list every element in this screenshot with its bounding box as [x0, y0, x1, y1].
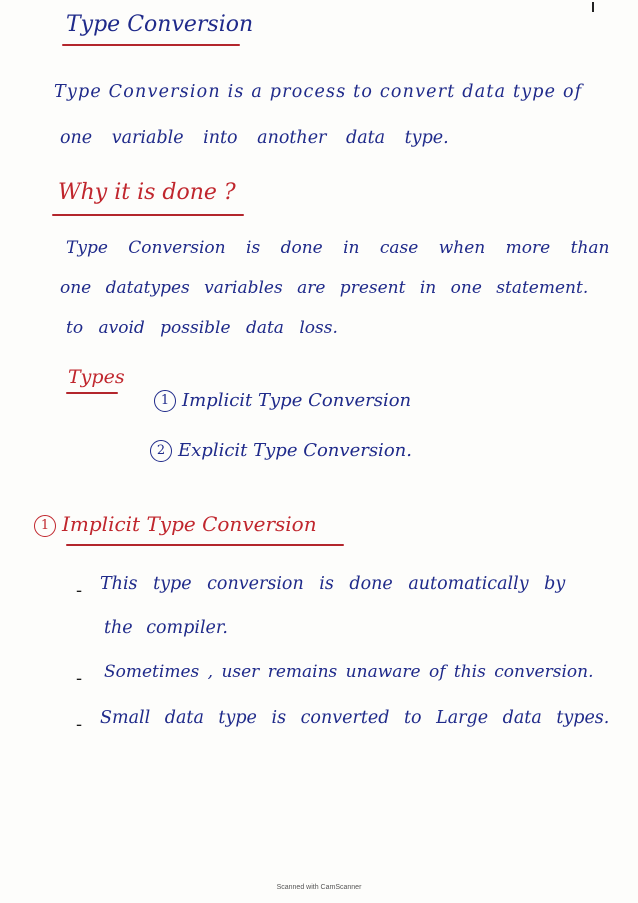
types-heading: Types — [68, 366, 125, 388]
definition-line-1: Type Conversion is a process to convert data type of — [54, 82, 583, 102]
types-item-1 — [154, 390, 411, 412]
page-title: Type Conversion — [66, 12, 254, 37]
number-circle-icon: 2 — [150, 440, 172, 462]
scanner-footer: Scanned with CamScanner — [276, 884, 362, 891]
types-underline — [66, 392, 118, 394]
page-mark — [592, 2, 594, 12]
definition-line-2: one variable into another data type. — [60, 128, 449, 148]
bullet-1-line-1: This type conversion is done automatically by — [100, 574, 566, 594]
section-1-underline — [66, 544, 344, 546]
why-underline — [52, 214, 244, 216]
bullet-marker: - — [76, 668, 83, 689]
section-1-heading-label: Implicit Type Conversion — [62, 512, 317, 536]
bullet-1-line-2: the compiler. — [104, 618, 228, 638]
why-line-3: to avoid possible data loss. — [66, 318, 338, 338]
title-underline — [62, 44, 240, 46]
types-item-2 — [150, 440, 412, 462]
number-circle-icon: 1 — [34, 515, 56, 537]
types-item-label: Explicit Type Conversion. — [178, 440, 412, 461]
why-heading: Why it is done ? — [58, 180, 236, 205]
section-1-heading — [34, 512, 317, 537]
types-item-label: Implicit Type Conversion — [182, 390, 412, 411]
why-line-2: one datatypes variables are present in one statement. — [60, 278, 589, 298]
bullet-marker: - — [76, 580, 83, 601]
number-circle-icon: 1 — [154, 390, 176, 412]
bullet-2-line-1: Sometimes , user remains unaware of this conversion. — [104, 662, 594, 682]
why-line-1: Type Conversion is done in case when more than — [66, 238, 610, 258]
bullet-marker: - — [76, 714, 83, 735]
bullet-3-line-1: Small data type is converted to Large data types. — [100, 708, 610, 728]
